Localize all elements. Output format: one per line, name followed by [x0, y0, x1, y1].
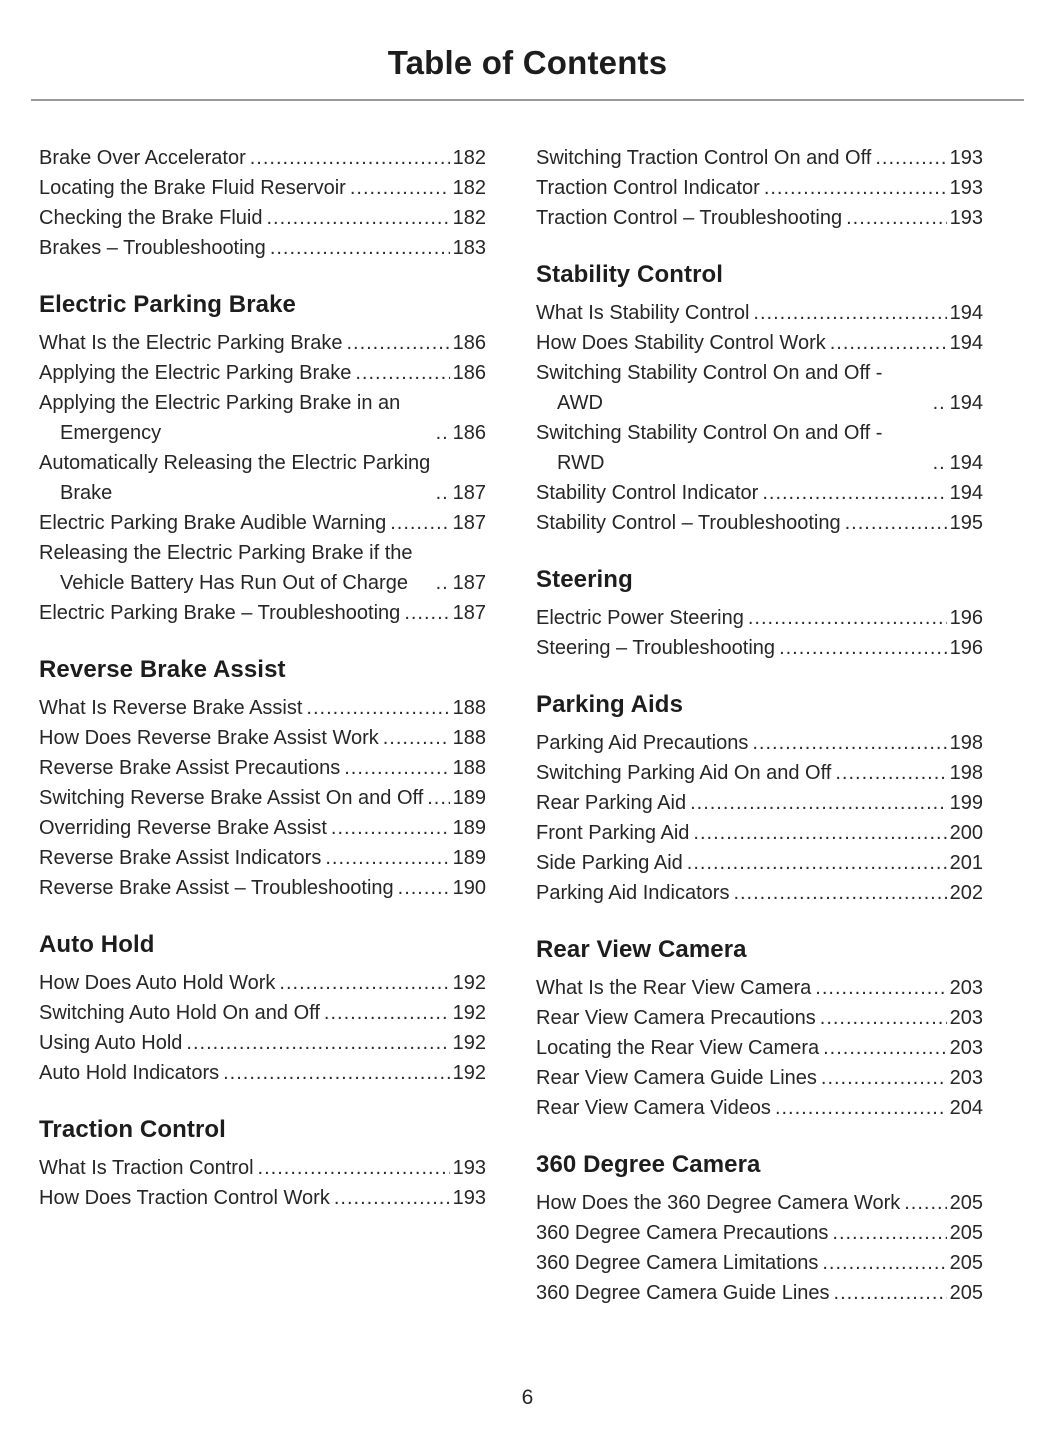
dot-leader: [279, 968, 449, 998]
toc-entry-page: 183: [452, 237, 486, 259]
toc-entry: [536, 633, 983, 663]
toc-entry-label: 360 Degree Camera Precautions: [536, 1222, 829, 1244]
toc-entry-page: 196: [949, 637, 983, 659]
dot-leader: [693, 818, 946, 848]
toc-entry: [39, 328, 486, 358]
toc-entry-label: Automatically Releasing the Electric Parking Brake: [39, 452, 431, 504]
toc-entry-page: 192: [452, 1062, 486, 1084]
toc-entry: [39, 1183, 486, 1213]
toc-entry: [39, 783, 486, 813]
toc-entry: [536, 1003, 983, 1033]
toc-entry-label: Reverse Brake Assist Precautions: [39, 757, 341, 779]
toc-entry-page: 192: [452, 1032, 486, 1054]
toc-entry-label: How Does Reverse Brake Assist Work: [39, 727, 379, 749]
toc-entry: [536, 1278, 983, 1308]
toc-entry: [39, 173, 486, 203]
toc-section: [39, 931, 486, 1088]
toc-entry-label: Switching Parking Aid On and Off: [536, 762, 832, 784]
toc-entry: [536, 878, 983, 908]
toc-entry-label: Stability Control Indicator: [536, 482, 759, 504]
toc-entry-page: 205: [949, 1222, 983, 1244]
toc-columns: [0, 101, 1055, 1308]
toc-entry: [39, 753, 486, 783]
toc-entry-label: Locating the Rear View Camera: [536, 1037, 820, 1059]
toc-entry-page: 198: [949, 762, 983, 784]
toc-section: [536, 143, 983, 233]
dot-leader: [404, 598, 449, 628]
toc-entry-page: 188: [452, 697, 486, 719]
toc-entry-page: 198: [949, 732, 983, 754]
toc-entry-label: Auto Hold Indicators: [39, 1062, 220, 1084]
dot-leader: [258, 1153, 450, 1183]
toc-entry: [39, 693, 486, 723]
toc-entry-page: 201: [949, 852, 983, 874]
toc-entry-page: 193: [949, 177, 983, 199]
dot-leader: [830, 328, 947, 358]
toc-entry-page: 188: [452, 757, 486, 779]
toc-entry-label: Steering – Troubleshooting: [536, 637, 776, 659]
toc-entry-page: 203: [949, 1007, 983, 1029]
toc-entry: [536, 1093, 983, 1123]
toc-entry: [536, 728, 983, 758]
toc-entry: [39, 448, 486, 508]
toc-entry: [536, 1063, 983, 1093]
dot-leader: [834, 1278, 947, 1308]
toc-entry-page: 186: [452, 422, 486, 444]
dot-leader: [266, 203, 449, 233]
toc-entry-label: Reverse Brake Assist – Troubleshooting: [39, 877, 394, 899]
toc-entry-label: Parking Aid Indicators: [536, 882, 730, 904]
toc-entry: [536, 143, 983, 173]
toc-entry-label: Electric Parking Brake Audible Warning: [39, 512, 387, 534]
toc-entry-page: 199: [949, 792, 983, 814]
toc-entry-label: 360 Degree Camera Guide Lines: [536, 1282, 830, 1304]
section-heading: Auto Hold: [39, 931, 155, 958]
toc-entry: [536, 358, 983, 418]
dot-leader: [846, 203, 947, 233]
toc-entry-page: 205: [949, 1252, 983, 1274]
toc-entry-label: Switching Stability Control On and Off - AWD: [536, 362, 883, 414]
dot-leader: [186, 1028, 449, 1058]
toc-column-left: [39, 143, 486, 1308]
toc-entry-label: Stability Control – Troubleshooting: [536, 512, 841, 534]
toc-entry-label: Electric Parking Brake – Troubleshooting: [39, 602, 401, 624]
toc-entry: [39, 358, 486, 388]
toc-entry-page: 205: [949, 1192, 983, 1214]
dot-leader: [821, 1063, 947, 1093]
toc-entry-page: 189: [452, 817, 486, 839]
toc-entry-page: 193: [949, 207, 983, 229]
toc-entry-label: How Does Traction Control Work: [39, 1187, 330, 1209]
toc-entry: [536, 1188, 983, 1218]
toc-entry: [39, 873, 486, 903]
toc-section: [536, 936, 983, 1123]
toc-entry-label: Applying the Electric Parking Brake: [39, 362, 352, 384]
toc-entry-label: Brakes – Troubleshooting: [39, 237, 266, 259]
toc-entry-label: Brake Over Accelerator: [39, 147, 246, 169]
section-heading: Parking Aids: [536, 691, 684, 718]
toc-column-right: [536, 143, 983, 1308]
toc-entry-label: Checking the Brake Fluid: [39, 207, 263, 229]
toc-entry-page: 203: [949, 977, 983, 999]
toc-entry-page: 192: [452, 1002, 486, 1024]
dot-leader: [436, 568, 450, 598]
dot-leader: [832, 1218, 946, 1248]
toc-entry-label: What Is the Rear View Camera: [536, 977, 812, 999]
toc-entry-page: 188: [452, 727, 486, 749]
toc-entry-page: 200: [949, 822, 983, 844]
toc-entry-page: 189: [452, 847, 486, 869]
page-header: [0, 0, 1055, 101]
toc-entry-label: What Is the Electric Parking Brake: [39, 332, 343, 354]
dot-leader: [270, 233, 450, 263]
toc-entry-label: Switching Auto Hold On and Off: [39, 1002, 320, 1024]
toc-entry-label: Rear View Camera Precautions: [536, 1007, 816, 1029]
toc-entry-label: How Does Stability Control Work: [536, 332, 826, 354]
toc-entry-page: 182: [452, 207, 486, 229]
toc-entry-page: 194: [949, 482, 983, 504]
toc-entry-page: 187: [452, 572, 486, 594]
toc-entry-page: 205: [949, 1282, 983, 1304]
toc-entry-page: 193: [949, 147, 983, 169]
dot-leader: [845, 508, 947, 538]
toc-entry-page: 203: [949, 1067, 983, 1089]
section-heading: Steering: [536, 566, 633, 593]
dot-leader: [875, 143, 946, 173]
toc-entry-page: 194: [949, 332, 983, 354]
toc-entry-label: Side Parking Aid: [536, 852, 683, 874]
toc-entry-page: 187: [452, 482, 486, 504]
toc-entry-label: Traction Control Indicator: [536, 177, 760, 199]
toc-entry: [536, 973, 983, 1003]
toc-entry-label: Traction Control – Troubleshooting: [536, 207, 843, 229]
section-heading: Stability Control: [536, 261, 724, 288]
toc-entry-page: 187: [452, 512, 486, 534]
dot-leader: [250, 143, 450, 173]
dot-leader: [325, 843, 449, 873]
section-heading: Traction Control: [39, 1116, 226, 1143]
toc-entry: [39, 813, 486, 843]
toc-entry: [39, 143, 486, 173]
toc-entry: [536, 418, 983, 478]
toc-section: [39, 291, 486, 628]
page-title: Table of Contents: [387, 44, 668, 81]
toc-entry: [39, 388, 486, 448]
toc-entry: [39, 233, 486, 263]
toc-section: [536, 566, 983, 663]
toc-entry-label: Rear View Camera Guide Lines: [536, 1067, 817, 1089]
dot-leader: [752, 728, 946, 758]
dot-leader: [753, 298, 946, 328]
dot-leader: [822, 1248, 946, 1278]
toc-section: [536, 1151, 983, 1308]
toc-entry-label: Reverse Brake Assist Indicators: [39, 847, 322, 869]
toc-entry-page: 186: [452, 332, 486, 354]
toc-entry: [536, 328, 983, 358]
toc-entry-page: 194: [949, 392, 983, 414]
toc-entry: [536, 758, 983, 788]
toc-entry-label: Locating the Brake Fluid Reservoir: [39, 177, 346, 199]
toc-entry-page: 189: [452, 787, 486, 809]
toc-entry-label: Electric Power Steering: [536, 607, 744, 629]
toc-entry: [536, 508, 983, 538]
toc-entry-label: Overriding Reverse Brake Assist: [39, 817, 327, 839]
toc-section: [536, 261, 983, 538]
toc-entry: [536, 1218, 983, 1248]
toc-entry: [39, 843, 486, 873]
dot-leader: [748, 603, 947, 633]
toc-entry: [39, 598, 486, 628]
toc-entry-label: 360 Degree Camera Limitations: [536, 1252, 819, 1274]
toc-entry-page: 182: [452, 177, 486, 199]
dot-leader: [775, 1093, 947, 1123]
toc-entry: [39, 968, 486, 998]
toc-section: [39, 1116, 486, 1213]
dot-leader: [223, 1058, 450, 1088]
toc-entry: [536, 603, 983, 633]
toc-entry: [536, 478, 983, 508]
toc-entry: [536, 203, 983, 233]
toc-entry-label: Rear Parking Aid: [536, 792, 687, 814]
toc-entry-page: 190: [452, 877, 486, 899]
dot-leader: [835, 758, 946, 788]
toc-entry: [536, 788, 983, 818]
toc-entry: [39, 1028, 486, 1058]
dot-leader: [687, 848, 947, 878]
toc-entry: [39, 508, 486, 538]
toc-entry: [536, 298, 983, 328]
toc-entry: [536, 818, 983, 848]
dot-leader: [779, 633, 947, 663]
toc-section: [536, 691, 983, 908]
toc-entry: [39, 538, 486, 598]
dot-leader: [436, 478, 450, 508]
dot-leader: [398, 873, 450, 903]
dot-leader: [933, 388, 947, 418]
toc-entry-page: 195: [949, 512, 983, 534]
toc-entry-label: Switching Traction Control On and Off: [536, 147, 872, 169]
dot-leader: [690, 788, 947, 818]
toc-entry-page: 192: [452, 972, 486, 994]
dot-leader: [334, 1183, 450, 1213]
toc-entry: [536, 173, 983, 203]
dot-leader: [390, 508, 449, 538]
dot-leader: [436, 418, 450, 448]
toc-entry-page: 187: [452, 602, 486, 624]
toc-entry-page: 186: [452, 362, 486, 384]
toc-entry-label: Front Parking Aid: [536, 822, 690, 844]
toc-entry-label: Switching Stability Control On and Off - RWD: [536, 422, 883, 474]
toc-entry-label: Switching Reverse Brake Assist On and Off: [39, 787, 424, 809]
toc-entry-label: Releasing the Electric Parking Brake if the Vehicle Battery Has Run Out of Charge: [39, 542, 413, 594]
dot-leader: [815, 973, 946, 1003]
dot-leader: [823, 1033, 947, 1063]
dot-leader: [820, 1003, 947, 1033]
dot-leader: [733, 878, 946, 908]
dot-leader: [764, 173, 947, 203]
dot-leader: [427, 783, 449, 813]
toc-entry: [39, 998, 486, 1028]
toc-entry-label: Rear View Camera Videos: [536, 1097, 771, 1119]
toc-entry-label: How Does Auto Hold Work: [39, 972, 276, 994]
dot-leader: [762, 478, 946, 508]
toc-entry-page: 182: [452, 147, 486, 169]
toc-entry: [536, 1248, 983, 1278]
dot-leader: [355, 358, 449, 388]
toc-entry-label: What Is Reverse Brake Assist: [39, 697, 303, 719]
page-footer: [0, 1386, 1055, 1410]
toc-entry-page: 196: [949, 607, 983, 629]
toc-entry-page: 204: [949, 1097, 983, 1119]
toc-entry-label: Parking Aid Precautions: [536, 732, 749, 754]
section-heading: Reverse Brake Assist: [39, 656, 286, 683]
toc-entry: [39, 1058, 486, 1088]
page-number: 6: [521, 1386, 534, 1409]
toc-entry-label: Using Auto Hold: [39, 1032, 183, 1054]
toc-entry-page: 193: [452, 1187, 486, 1209]
toc-entry: [536, 1033, 983, 1063]
section-heading: Rear View Camera: [536, 936, 747, 963]
dot-leader: [324, 998, 450, 1028]
toc-entry: [39, 203, 486, 233]
toc-entry-page: 194: [949, 452, 983, 474]
toc-entry-page: 194: [949, 302, 983, 324]
toc-entry-page: 202: [949, 882, 983, 904]
dot-leader: [904, 1188, 946, 1218]
dot-leader: [350, 173, 450, 203]
dot-leader: [383, 723, 450, 753]
section-heading: Electric Parking Brake: [39, 291, 297, 318]
dot-leader: [306, 693, 449, 723]
dot-leader: [933, 448, 947, 478]
toc-section: [39, 143, 486, 263]
toc-entry: [39, 1153, 486, 1183]
toc-entry-label: How Does the 360 Degree Camera Work: [536, 1192, 901, 1214]
dot-leader: [344, 753, 449, 783]
toc-entry-page: 203: [949, 1037, 983, 1059]
section-heading: 360 Degree Camera: [536, 1151, 761, 1178]
toc-section: [39, 656, 486, 903]
dot-leader: [346, 328, 449, 358]
toc-entry: [39, 723, 486, 753]
toc-entry: [536, 848, 983, 878]
toc-entry-page: 193: [452, 1157, 486, 1179]
toc-entry-label: Applying the Electric Parking Brake in an Emergency: [39, 392, 401, 444]
dot-leader: [331, 813, 450, 843]
toc-entry-label: What Is Stability Control: [536, 302, 750, 324]
toc-entry-label: What Is Traction Control: [39, 1157, 254, 1179]
